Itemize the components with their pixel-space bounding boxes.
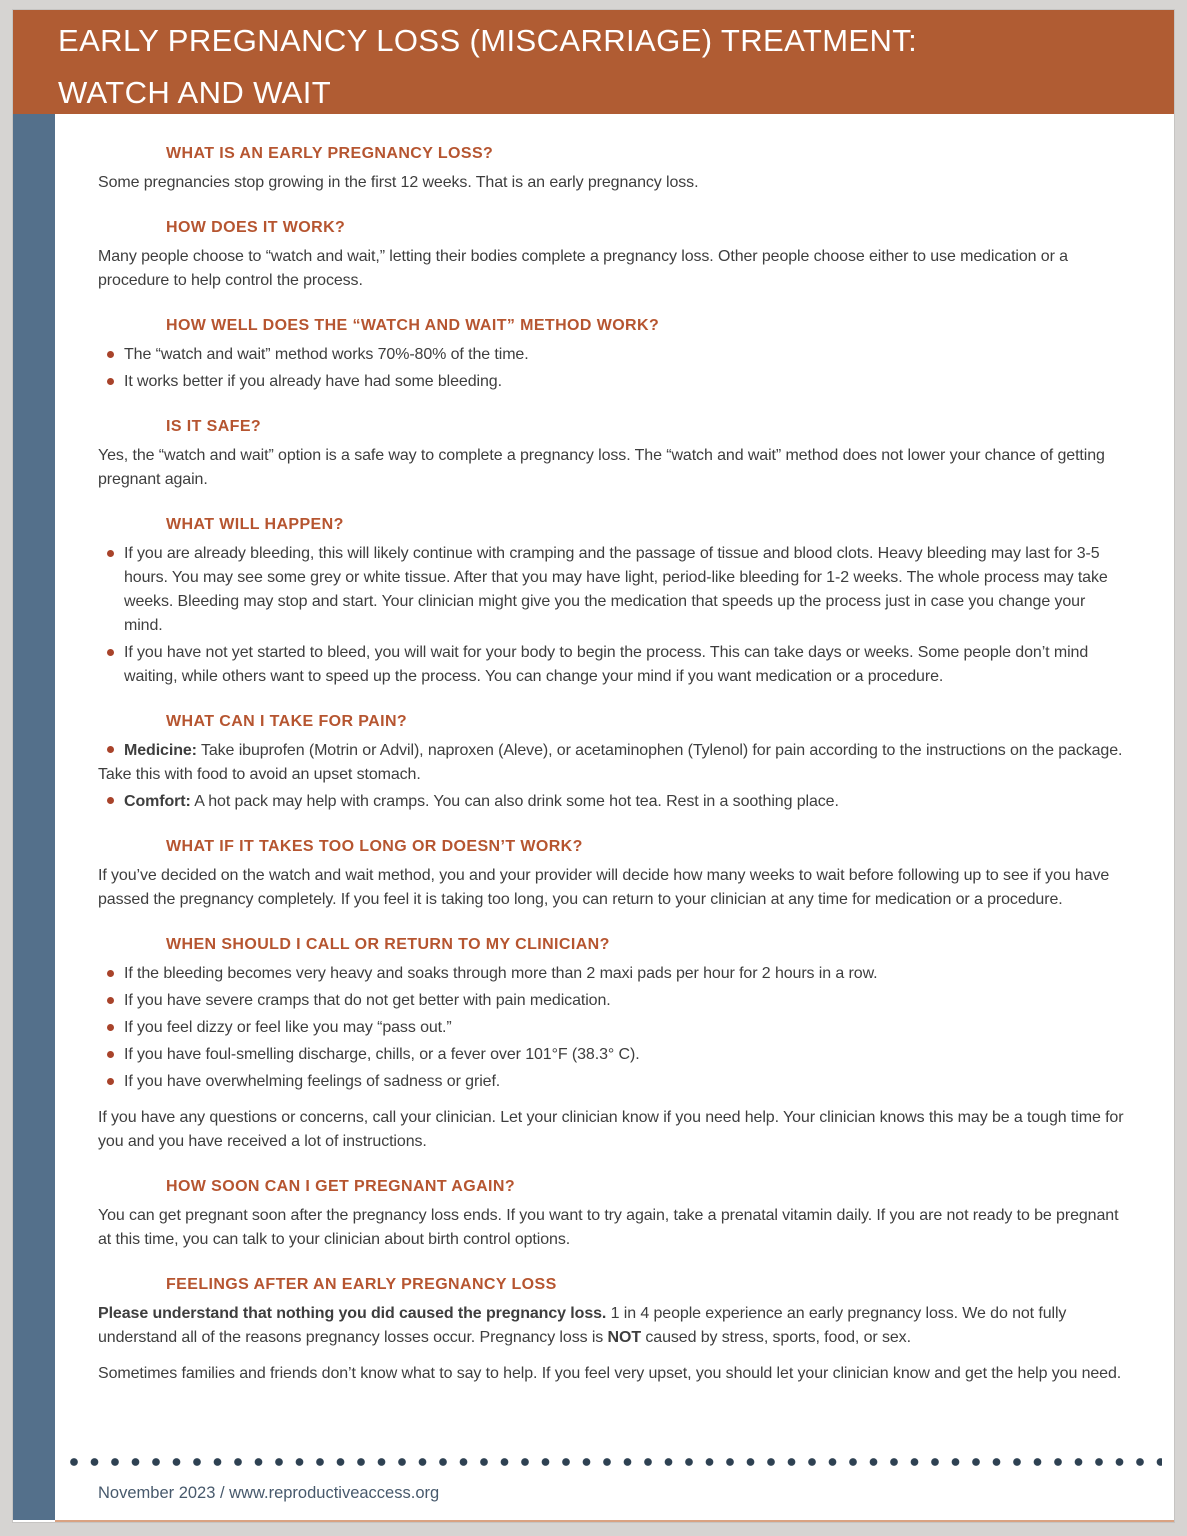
bullet-item: It works better if you already have had some bleeding. — [103, 370, 1126, 394]
document-title-line-1: EARLY PREGNANCY LOSS (MISCARRIAGE) TREATMENT: — [58, 23, 918, 58]
section-heading: IS IT SAFE? — [166, 418, 262, 435]
paragraph: You can get pregnant soon after the pregnancy loss ends. If you want to try again, take a prenatal vitamin daily. If you are not ready to be pregnant at this time, you can talk to your clinician about birth control options. — [98, 1207, 1119, 1248]
left-accent-bar — [13, 114, 55, 1520]
section-heading: HOW WELL DOES THE “WATCH AND WAIT” METHOD WORK? — [166, 317, 660, 334]
section-what-can-i-take-for-pain — [98, 711, 1126, 814]
footer-credit — [98, 1482, 439, 1504]
paragraph-text: caused by stress, sports, food, or sex. — [641, 1329, 911, 1346]
bullet-list — [98, 962, 1126, 1094]
section-heading: HOW DOES IT WORK? — [166, 219, 346, 236]
dotted-separator — [70, 1458, 1162, 1466]
paragraph: Some pregnancies stop growing in the first 12 weeks. That is an early pregnancy loss. — [98, 174, 699, 191]
bullet-lead-label: Comfort: — [124, 793, 191, 810]
paragraph-text: 1 in 4 people experience an early pregnancy loss. We do not fully understand all of the reasons pregnancy losses occur. Pregnancy loss is — [98, 1305, 1067, 1346]
paragraph: Yes, the “watch and wait” option is a safe way to complete a pregnancy loss. The “watch and wait” method does not lower your chance of getting pregnant again. — [98, 447, 1105, 488]
paragraph: Many people choose to “watch and wait,” letting their bodies complete a pregnancy loss. Other people choose either to use medication or a procedure to help control the process. — [98, 248, 1068, 289]
paragraph: Sometimes families and friends don’t know what to say to help. If you feel very upset, you should let your clinician know and get the help you need. — [98, 1365, 1122, 1382]
section-how-soon-pregnant-again — [98, 1176, 1126, 1252]
bullet-item: If you have severe cramps that do not get better with pain medication. — [103, 989, 1126, 1013]
section-heading: WHAT CAN I TAKE FOR PAIN? — [166, 713, 408, 730]
section-when-should-i-call-clinician — [98, 934, 1126, 1154]
document-title-line-2: WATCH AND WAIT — [58, 75, 332, 110]
section-feelings-after-loss — [98, 1274, 1126, 1386]
bullet-item: If you feel dizzy or feel like you may “pass out.” — [103, 1016, 1126, 1040]
section-how-well-does-method-work — [98, 315, 1126, 394]
bullet-item: If the bleeding becomes very heavy and soaks through more than 2 maxi pads per hour for 2 hours in a row. — [103, 962, 1126, 986]
bullet-item — [98, 790, 1126, 814]
document-body — [98, 114, 1126, 1452]
paragraph-bold-word: NOT — [607, 1329, 642, 1346]
bullet-item: If you have foul-smelling discharge, chills, or a fever over 101°F (38.3° C). — [103, 1043, 1126, 1067]
bullet-text: Take ibuprofen (Motrin or Advil), naproxen (Aleve), or acetaminophen (Tylenol) for pain according to the instructions on the package. Take this with food to avoid an upset stomach. — [98, 742, 1123, 783]
section-how-does-it-work — [98, 217, 1126, 293]
bullet-item — [98, 739, 1126, 787]
website-url: www.reproductiveaccess.org — [229, 1484, 440, 1502]
header-banner — [13, 10, 1174, 114]
bottom-accent-rule — [55, 1520, 1174, 1522]
section-heading: WHEN SHOULD I CALL OR RETURN TO MY CLINICIAN? — [166, 936, 610, 953]
document-page — [12, 9, 1175, 1523]
bullet-lead-label: Medicine: — [124, 742, 197, 759]
section-what-if-it-takes-too-long — [98, 836, 1126, 912]
bullet-text: A hot pack may help with cramps. You can also drink some hot tea. Rest in a soothing place. — [190, 793, 839, 810]
section-is-it-safe — [98, 416, 1126, 492]
bullet-item: If you have not yet started to bleed, you will wait for your body to begin the process. This can take days or weeks. Some people don’t mind waiting, while others want to speed up the process. You can change your mind if you want medication or a procedure. — [103, 641, 1126, 689]
paragraph — [98, 1302, 1126, 1350]
section-heading: FEELINGS AFTER AN EARLY PREGNANCY LOSS — [166, 1276, 557, 1293]
bullet-list — [98, 343, 1126, 394]
footer-date: November 2023 / — [98, 1484, 230, 1502]
paragraph: If you have any questions or concerns, call your clinician. Let your clinician know if you need help. Your clinician knows this may be a tough time for you and you have received a lot of instructions. — [98, 1109, 1124, 1150]
section-heading: WHAT IF IT TAKES TOO LONG OR DOESN’T WORK? — [166, 838, 583, 855]
bullet-item: If you are already bleeding, this will likely continue with cramping and the passage of tissue and blood clots. Heavy bleeding may last for 3-5 hours. You may see some grey or white tissue. After that you may have light, period-like bleeding for 1-2 weeks. The whole process may take weeks. Bleeding may stop and start. Your clinician might give you the medication that speeds up the process just in case you change your mind. — [103, 542, 1126, 638]
paragraph-bold-lead: Please understand that nothing you did caused the pregnancy loss. — [98, 1305, 607, 1322]
bullet-item: The “watch and wait” method works 70%-80% of the time. — [103, 343, 1126, 367]
paragraph: If you’ve decided on the watch and wait method, you and your provider will decide how many weeks to wait before following up to see if you have passed the pregnancy completely. If you feel it is taking too long, you can return to your clinician at any time for medication or a procedure. — [98, 867, 1110, 908]
section-heading: WHAT IS AN EARLY PREGNANCY LOSS? — [166, 145, 494, 162]
bullet-item: If you have overwhelming feelings of sadness or grief. — [103, 1070, 1126, 1094]
section-heading: HOW SOON CAN I GET PREGNANT AGAIN? — [166, 1178, 516, 1195]
section-what-will-happen — [98, 514, 1126, 689]
section-heading: WHAT WILL HAPPEN? — [166, 516, 344, 533]
section-what-is-early-pregnancy-loss — [98, 143, 1126, 195]
bullet-list — [98, 739, 1126, 814]
bullet-list — [98, 542, 1126, 689]
